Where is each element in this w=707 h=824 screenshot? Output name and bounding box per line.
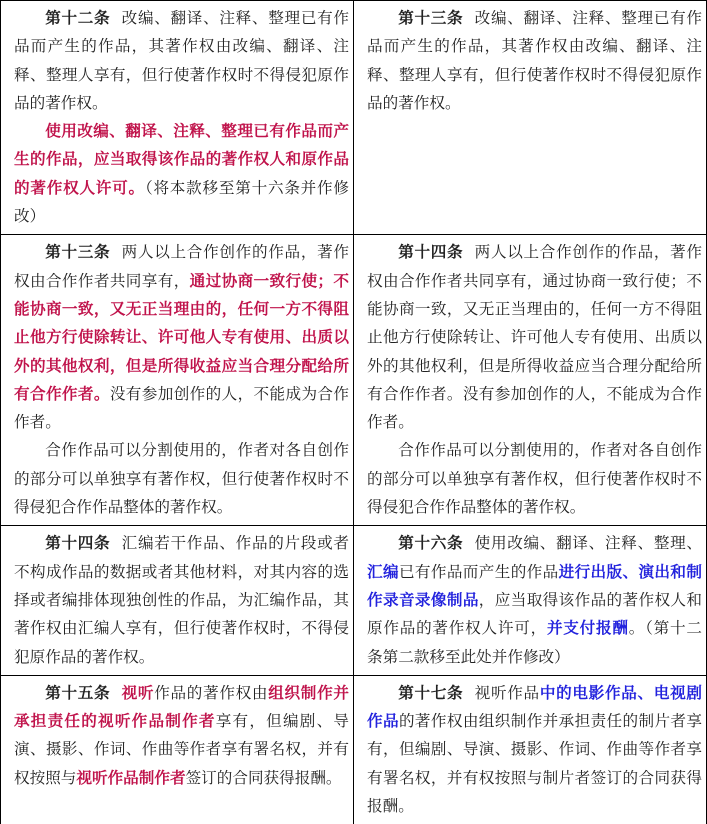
article-number: 第十六条 <box>398 533 464 553</box>
deleted-text: 视听 <box>121 682 155 702</box>
added-text: 并支付报酬 <box>546 618 629 638</box>
paragraph <box>14 117 349 230</box>
article-text: 使用改编、翻译、注释、整理、 <box>474 534 702 553</box>
article-number: 第十七条 <box>398 682 464 702</box>
table-row <box>1 1 707 235</box>
table-row <box>1 235 707 526</box>
paragraph <box>14 4 349 117</box>
paragraph <box>367 4 702 117</box>
table-row <box>1 675 707 824</box>
article-text: 两人以上合作创作的作品，著作权由合作作者共同享有，通过协商一致行使；不能协商一致，又无正当理由的，任何一方不得阻止他方行使除转让、许可他人专有使用、出质以外的其他权利，但是所得收益应当合理分配给所有合作作者。没有参加创作的人，不能成为合作作者。 <box>367 243 702 432</box>
article-text: 改编、翻译、注释、整理已有作品而产生的作品，其著作权由改编、翻译、注释、整理人享有，但行使著作权时不得侵犯原作品的著作权。 <box>14 9 349 112</box>
paragraph <box>14 679 349 792</box>
article-number: 第十三条 <box>398 8 464 27</box>
added-text: 中的电影作品、电视剧作品 <box>367 682 702 731</box>
article-text: 没有参加创作的人，不能成为合作作者。 <box>14 384 349 432</box>
paragraph <box>367 238 702 436</box>
article-number: 第十三条 <box>45 242 111 262</box>
article-text: 视听作品 <box>474 683 540 702</box>
article-text: 两人以上合作创作的作品，著作权由合作作者共同享有， <box>14 243 349 290</box>
article-text: 改编、翻译、注释、整理已有作品而产生的作品，其著作权由改编、翻译、注释、整理人享有，但行使著作权时不得侵犯原作品的著作权。 <box>367 9 702 112</box>
article-text: 。（第十二条第二款移至此处并作修改） <box>367 619 702 666</box>
added-text: 汇编 <box>367 561 399 581</box>
deleted-text: 视听作品制作者 <box>76 767 186 787</box>
old-article-13-cell <box>1 235 354 526</box>
edit-note: （将本款移至第十六条并作修改） <box>14 178 349 226</box>
article-text: 签订的合同获得报酬。 <box>185 768 342 787</box>
paragraph <box>367 529 702 670</box>
paragraph <box>14 529 349 670</box>
added-text: 进行出版、演出和制作录音录像制品 <box>367 561 702 609</box>
article-number: 第十四条 <box>398 242 464 262</box>
paragraph <box>367 436 702 521</box>
article-text: 合作作品可以分割使用的，作者对各自创作的部分可以单独享有著作权，但行使著作权时不得侵犯合作作品整体的著作权。 <box>367 441 702 517</box>
new-article-16-cell <box>354 526 707 675</box>
new-article-14-cell <box>354 235 707 526</box>
new-article-17-cell <box>354 675 707 824</box>
paragraph <box>14 436 349 521</box>
old-article-15-cell <box>1 675 354 824</box>
article-text: 的著作权由组织制作并承担责任的制片者享有，但编剧、导演、摄影、作词、作曲等作者享有署名权，并有权按照与制片者签订的合同获得报酬。 <box>367 712 702 816</box>
article-text: 汇编若干作品、作品的片段或者不构成作品的数据或者其他材料，对其内容的选择或者编排体现独创性的作品，为汇编作品，其著作权由汇编人享有，但行使著作权时，不得侵犯原作品的著作权。 <box>14 534 349 666</box>
article-number: 第十二条 <box>45 8 111 27</box>
article-number: 第十四条 <box>45 533 111 553</box>
article-text: 合作作品可以分割使用的，作者对各自创作的部分可以单独享有著作权，但行使著作权时不得侵犯合作作品整体的著作权。 <box>14 441 349 517</box>
new-article-13-cell <box>354 1 707 235</box>
deleted-text: 使用改编、翻译、注释、整理已有作品而产生的作品，应当取得该作品的著作权人和原作品的著作权人许可。 <box>14 121 349 197</box>
deleted-text: 组织制作并承担责任的视听作品制作者 <box>14 682 349 731</box>
article-text: ，应当取得该作品的著作权人和原作品的著作权人许可， <box>367 590 702 638</box>
article-text: 已有作品而产生的作品 <box>398 562 559 581</box>
old-article-12-cell <box>1 1 354 235</box>
article-text: 享有，但编剧、导演、摄影、作词、作曲等作者享有署名权，并有权按照与 <box>14 712 349 787</box>
article-text: 作品的著作权由 <box>154 683 269 702</box>
paragraph <box>367 679 702 820</box>
article-number: 第十五条 <box>45 682 111 702</box>
deleted-text: 通过协商一致行使；不能协商一致，又无正当理由的，任何一方不得阻止他方行使除转让、许可他人专有使用、出质以外的其他权利，但是所得收益应当合理分配给所有合作作者。 <box>14 270 349 403</box>
old-article-14-cell <box>1 526 354 675</box>
paragraph <box>14 238 349 436</box>
table-row <box>1 526 707 675</box>
